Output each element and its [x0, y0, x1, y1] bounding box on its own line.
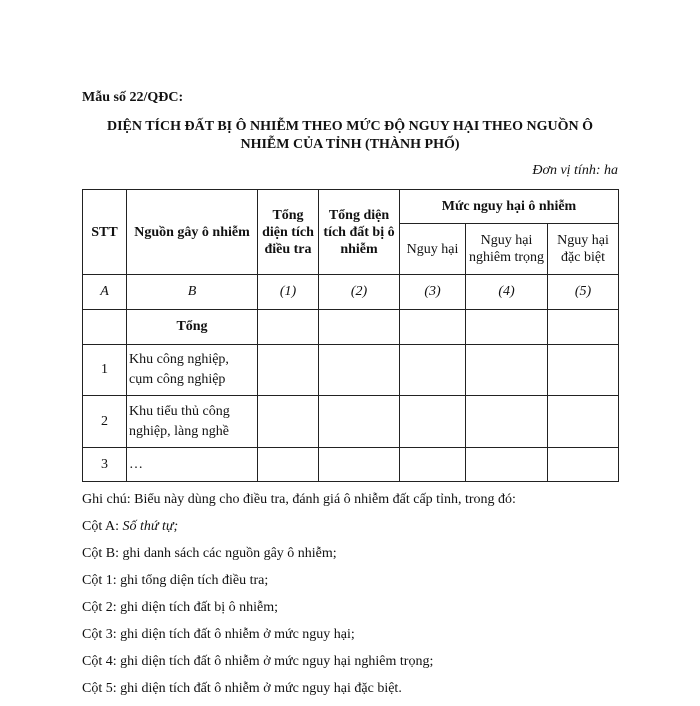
table-cell: [400, 310, 466, 345]
code-1: (1): [258, 275, 319, 310]
note-col-a-prefix: Cột A:: [82, 519, 123, 534]
row-source: …: [127, 448, 258, 482]
form-code: Mẫu số 22/QĐC:: [82, 90, 184, 105]
note-col-a-text: Số thứ tự;: [122, 519, 179, 534]
table-cell: [400, 345, 466, 396]
note-col-5: Cột 5: ghi diện tích đất ô nhiễm ở mức nguy hại đặc biệt.: [82, 681, 402, 696]
table-row: [83, 396, 619, 448]
row-stt: 1: [83, 345, 127, 396]
table-cell: [83, 310, 127, 345]
table-cell: [466, 396, 548, 448]
notes-intro: Ghi chú: Biểu này dùng cho điều tra, đánh giá ô nhiễm đất cấp tỉnh, trong đó:: [82, 492, 516, 507]
table-cell: [466, 345, 548, 396]
table-cell: [548, 310, 619, 345]
table-cell: [466, 310, 548, 345]
code-2: (2): [319, 275, 400, 310]
row-source: Khu công nghiệp, cụm công nghiệp: [127, 345, 258, 396]
note-col-4: Cột 4: ghi diện tích đất ô nhiễm ở mức nguy hại nghiêm trọng;: [82, 654, 434, 669]
note-col-b: Cột B: ghi danh sách các nguồn gây ô nhiễm;: [82, 546, 337, 561]
table-cell: [258, 310, 319, 345]
code-4: (4): [466, 275, 548, 310]
note-col-a: [82, 517, 642, 544]
header-special: Nguy hại đặc biệt: [548, 224, 619, 275]
code-a: A: [83, 275, 127, 310]
table-cell: [319, 448, 400, 482]
table-cell: [548, 396, 619, 448]
header-hazardous: Nguy hại: [400, 224, 466, 275]
row-stt: 3: [83, 448, 127, 482]
note-col-1: Cột 1: ghi tổng diện tích điều tra;: [82, 573, 269, 588]
table-cell: [466, 448, 548, 482]
table-cell: [319, 396, 400, 448]
table-cell: [400, 448, 466, 482]
table-cell: [548, 448, 619, 482]
code-3: (3): [400, 275, 466, 310]
code-row: [83, 275, 619, 310]
header-row-1: [83, 190, 619, 224]
code-b: B: [127, 275, 258, 310]
table-row: [83, 448, 619, 482]
table-cell: [258, 345, 319, 396]
notes-section: [82, 490, 642, 706]
table-row: [83, 345, 619, 396]
row-source: Khu tiểu thủ công nghiệp, làng nghề: [127, 396, 258, 448]
table-cell: [258, 448, 319, 482]
header-serious: Nguy hại nghiêm trọng: [466, 224, 548, 275]
header-hazard-level: Mức nguy hại ô nhiễm: [400, 190, 619, 224]
header-polluted-area: Tổng diện tích đất bị ô nhiễm: [319, 190, 400, 275]
note-col-2: Cột 2: ghi diện tích đất bị ô nhiễm;: [82, 600, 278, 615]
header-total-area: Tổng diện tích điều tra: [258, 190, 319, 275]
table-cell: [548, 345, 619, 396]
total-row: [83, 310, 619, 345]
table-cell: [258, 396, 319, 448]
note-col-3: Cột 3: ghi diện tích đất ô nhiễm ở mức nguy hại;: [82, 627, 355, 642]
table-cell: [319, 310, 400, 345]
report-table: [82, 189, 619, 482]
table-cell: [400, 396, 466, 448]
total-label: Tổng: [127, 310, 258, 345]
unit-label: Đơn vị tính: ha: [532, 163, 618, 178]
code-5: (5): [548, 275, 619, 310]
table-cell: [319, 345, 400, 396]
row-stt: 2: [83, 396, 127, 448]
document-title: DIỆN TÍCH ĐẤT BỊ Ô NHIỄM THEO MỨC ĐỘ NGUY HẠI THEO NGUỒN Ô NHIỄM CỦA TỈNH (THÀNH PHỐ): [106, 119, 594, 152]
header-source: Nguồn gây ô nhiễm: [127, 190, 258, 275]
header-stt: STT: [83, 190, 127, 275]
